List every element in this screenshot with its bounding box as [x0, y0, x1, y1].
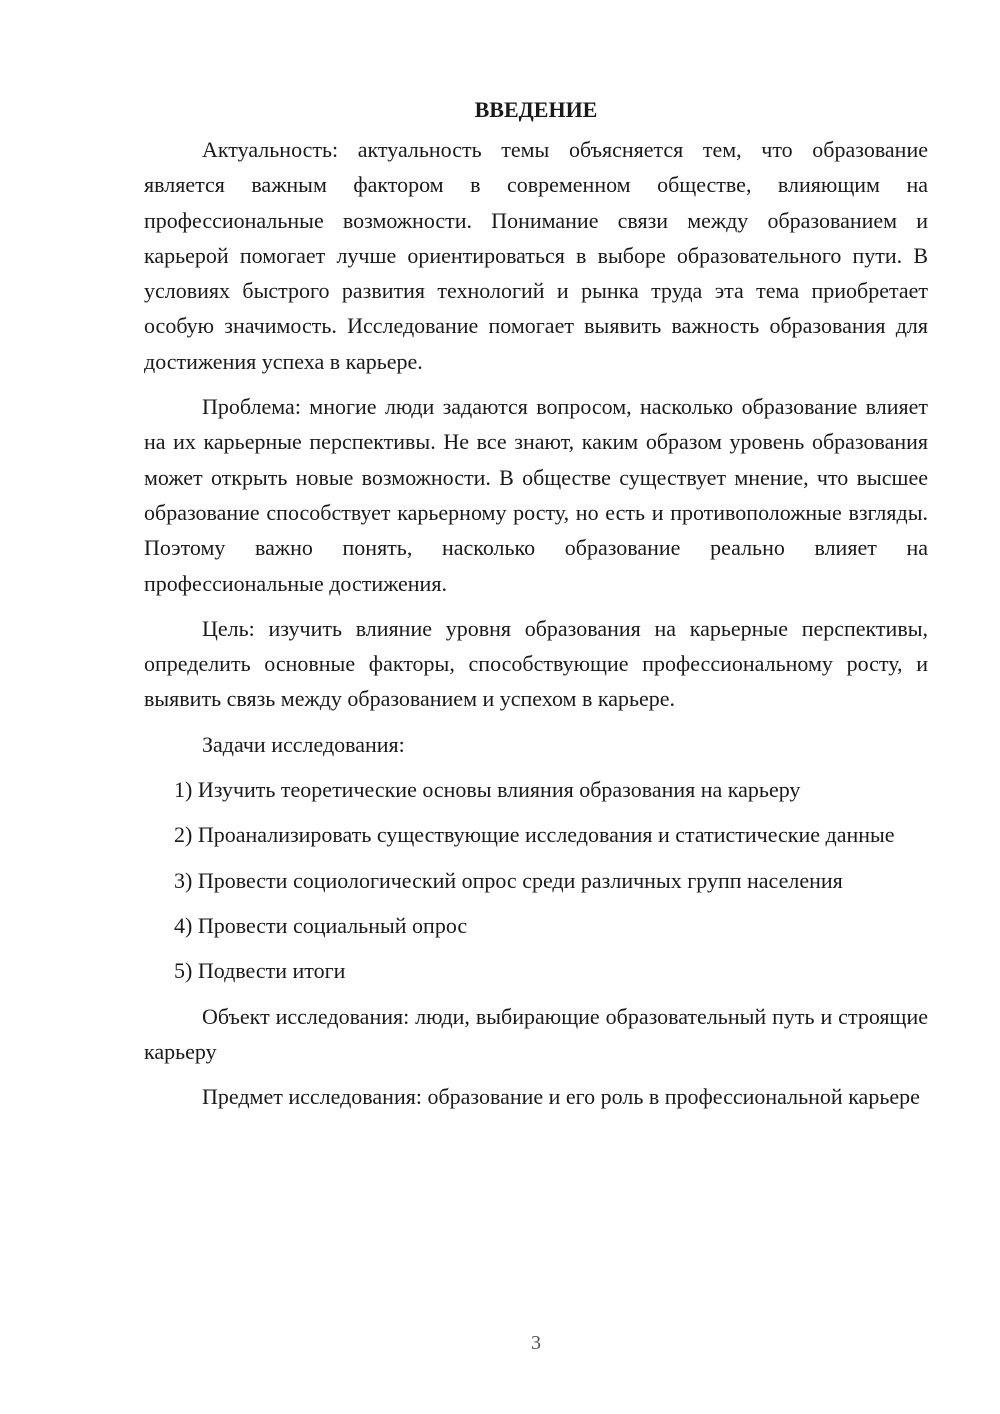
paragraph-relevance: Актуальность: актуальность темы объясняется тем, что образование является важным фактором в современном обществе, влияющим на профессиональные возможности. Понимание связи между образованием и карьерой помогает лучше ориентироваться в выборе образовательного пути. В условиях быстрого развития технологий и рынка труда эта тема приобретает особую значимость. Исследование помогает выявить важность образования для достижения успеха в карьере.	[144, 137, 928, 374]
page-title: ВВЕДЕНИЕ	[474, 97, 598, 122]
task-item: 5) Подвести итоги	[174, 958, 346, 984]
task-item: 3) Провести социологический опрос среди различных групп населения	[174, 867, 843, 893]
document-page	[144, 92, 928, 1124]
paragraph-problem: Проблема: многие люди задаются вопросом, насколько образование влияет на их карьерные перспективы. Не все знают, каким образом уровень образования может открыть новые возможности. В обществе существует мнение, что высшее образование способствует карьерному росту, но есть и противоположные взгляды. Поэтому важно понять, насколько образование реально влияет на профессиональные достижения.	[144, 394, 928, 596]
paragraph-subject: Предмет исследования: образование и его роль в профессиональной карьере	[202, 1084, 920, 1110]
tasks-heading: Задачи исследования:	[202, 731, 405, 757]
task-item: 2) Проанализировать существующие исследования и статистические данные	[174, 822, 895, 848]
task-item: 4) Провести социальный опрос	[174, 912, 468, 938]
task-item: 1) Изучить теоретические основы влияния образования на карьеру	[174, 777, 801, 803]
paragraph-object: Объект исследования: люди, выбирающие образовательный путь и строящие карьеру	[144, 1003, 928, 1064]
paragraph-goal: Цель: изучить влияние уровня образования на карьерные перспективы, определить основные факторы, способствующие профессиональному росту, и выявить связь между образованием и успехом в карьере.	[144, 615, 928, 712]
page-number: 3	[531, 1332, 541, 1354]
